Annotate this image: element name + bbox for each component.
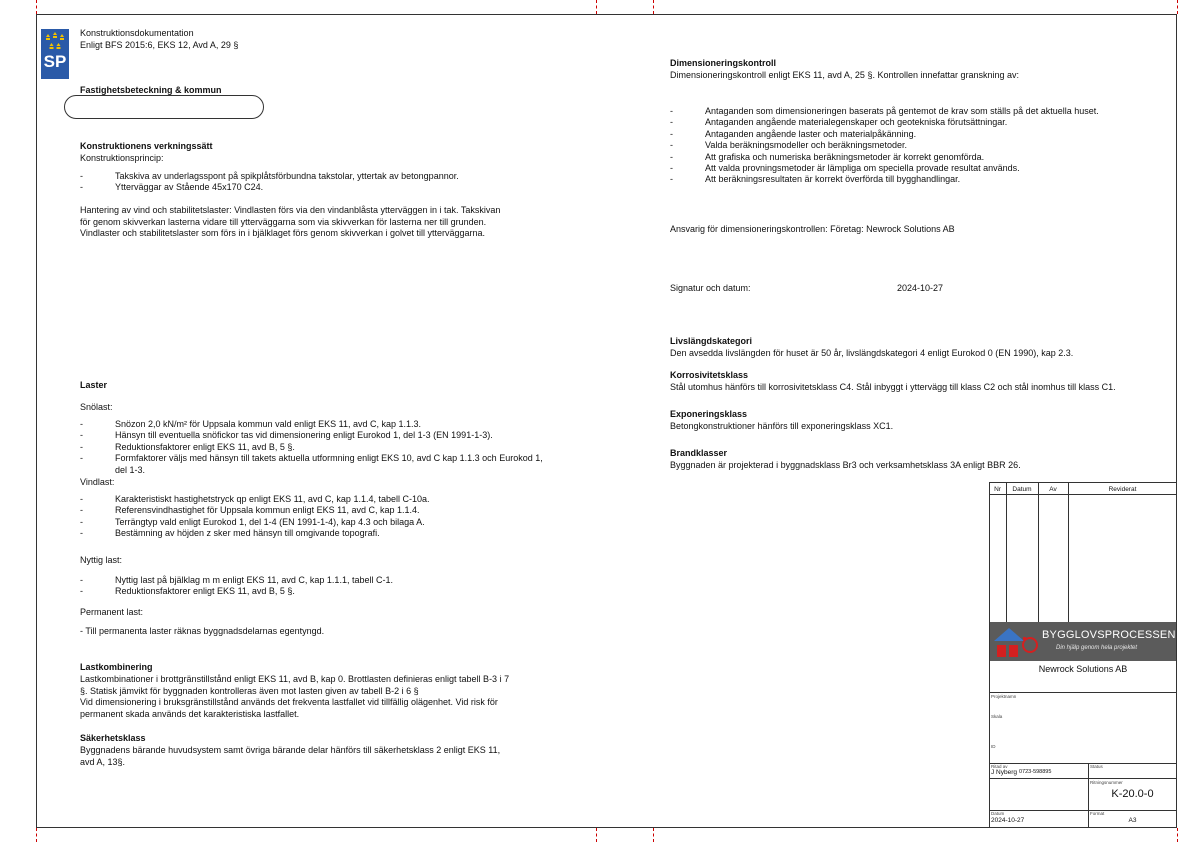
live-label: Nyttig last: bbox=[80, 555, 123, 565]
list-item: - Att valda provningsmetoder är lämpliga om speciella provade resultat används. bbox=[670, 163, 1170, 174]
wind-list bbox=[80, 494, 560, 540]
corr-text: Stål utomhus hänförs till korrosivitetsklass C4. Stål inbyggt i yttervägg till klass C2 och stål inomhus till klass C1. bbox=[670, 382, 1116, 392]
list-item: - Bestämning av höjden z sker med hänsyn till omgivande topografi. bbox=[80, 528, 560, 539]
exp-heading: Exponeringsklass bbox=[670, 409, 748, 419]
label-drawing-no: Ritningsnummer bbox=[1090, 780, 1123, 785]
brand-banner bbox=[990, 622, 1176, 661]
list-item: - Antaganden angående laster och materialpåkänning. bbox=[670, 129, 1170, 140]
fold-mark bbox=[596, 0, 597, 14]
list-item: - Valda beräkningsmodeller och beräkningsmetoder. bbox=[670, 140, 1170, 151]
wind-text-line: Vindlaster och stabilitetslaster som förs in i bjälklaget förs genom skivverkan i golvet till ytterväggarna. bbox=[80, 228, 486, 238]
safety-text-line: avd A, 13§. bbox=[80, 756, 126, 767]
wind-label: Vindlast: bbox=[80, 477, 115, 487]
signature-date: 2024-10-27 bbox=[897, 283, 944, 293]
list-item: - Antaganden angående materialegenskaper och geotekniska förutsättningar. bbox=[670, 117, 1170, 128]
rev-header-by: Av bbox=[1049, 486, 1057, 493]
list-item: - Hänsyn till eventuella snöfickor tas vid dimensionering enligt Eurokod 1, del 1-3 (EN 1991-1-3). bbox=[80, 430, 550, 441]
perm-label: Permanent last: bbox=[80, 607, 144, 617]
rev-header-nr: Nr bbox=[994, 486, 1001, 493]
responsible-text: Ansvarig för dimensioneringskontrollen: Företag: Newrock Solutions AB bbox=[670, 224, 955, 234]
combo-text-line: Vid dimensionering i bruksgränstillstånd används det frekventa lastfallet vid tillfällig olägenhet. Vid risk för bbox=[80, 697, 498, 707]
wind-text-line: för genom skivverkan lasterna vidare till ytterväggarna som via skivverkan för lasterna ner till grunden. bbox=[80, 216, 487, 227]
fold-mark bbox=[36, 0, 37, 14]
brand-tagline: Din hjälp genom hela projektet bbox=[1056, 645, 1138, 651]
fold-mark bbox=[1177, 0, 1178, 14]
phone: 0723-598895 bbox=[1019, 769, 1052, 775]
fold-mark bbox=[36, 828, 37, 842]
exp-text: Betongkonstruktioner hänförs till exponeringsklass XC1. bbox=[670, 421, 894, 431]
brand-name: BYGGLOVSPROCESSEN bbox=[1042, 629, 1176, 641]
list-item: - Referensvindhastighet för Uppsala kommun enligt EKS 11, avd C, kap 1.1.4. bbox=[80, 505, 560, 516]
list-item: - Reduktionsfaktorer enligt EKS 11, avd B, 5 §. bbox=[80, 586, 560, 597]
drawn-by: J Nyberg bbox=[991, 769, 1018, 776]
perm-text: - Till permanenta laster räknas byggnadsdelarnas egentyngd. bbox=[80, 626, 325, 636]
list-item: - Terrängtyp vald enligt Eurokod 1, del 1-4 (EN 1991-1-4), kap 4.3 och bilaga A. bbox=[80, 517, 560, 528]
corr-heading: Korrosivitetsklass bbox=[670, 370, 749, 380]
fire-heading: Brandklasser bbox=[670, 448, 728, 458]
principle-list bbox=[80, 171, 560, 194]
signature-label: Signatur och datum: bbox=[670, 283, 751, 293]
principle-label: Konstruktionsprincip: bbox=[80, 153, 164, 163]
list-item: - Takskiva av underlagsspont på spikplåtsförbundna takstolar, yttertak av betongpannor. bbox=[80, 171, 560, 182]
label-drawn-by: Ritad av bbox=[991, 764, 1008, 769]
drawing-number: K-20.0-0 bbox=[1111, 788, 1154, 800]
property-heading: Fastighetsbeteckning & kommun bbox=[80, 85, 222, 95]
fold-mark bbox=[653, 0, 654, 14]
company-name: Newrock Solutions AB bbox=[1038, 664, 1128, 674]
rev-header-revised: Reviderat bbox=[1108, 486, 1137, 493]
fold-mark bbox=[653, 828, 654, 842]
sheet-format: A3 bbox=[1128, 817, 1137, 824]
label-scale: Skala bbox=[991, 714, 1003, 719]
combo-text-line: Lastkombinationer i brottgränstillstånd enligt EKS 11, avd B, kap 0. Brottlasten definieras enligt tabell B-3 i 7 bbox=[80, 674, 510, 684]
loads-heading: Laster bbox=[80, 380, 108, 390]
live-list bbox=[80, 575, 560, 598]
rev-header-date: Datum bbox=[1012, 486, 1032, 493]
fold-mark bbox=[1177, 828, 1178, 842]
list-item: - Formfaktorer väljs med hänsyn till takets aktuella utformning enligt EKS 10, avd C kap 1.1.3 och Eurokod 1, del 1-3. bbox=[80, 453, 550, 476]
property-field[interactable] bbox=[64, 95, 264, 119]
label-id: ID bbox=[991, 744, 996, 749]
method-heading: Konstruktionens verkningssätt bbox=[80, 141, 213, 151]
life-heading: Livslängdskategori bbox=[670, 336, 753, 346]
life-text: Den avsedda livslängden för huset är 50 år, livslängdskategori 4 enligt Eurokod 0 (EN 1990), kap 2.3. bbox=[670, 348, 1074, 358]
combo-text-line: §. Statisk jämvikt för byggnaden kontrolleras även mot lasten given av tabell B-2 i 6 § bbox=[80, 685, 419, 696]
list-item: - Nyttig last på bjälklag m m enligt EKS 11, avd C, kap 1.1.1, tabell C-1. bbox=[80, 575, 560, 586]
logo-text: SP bbox=[43, 52, 67, 71]
list-item: - Antaganden som dimensioneringen baserats på gentemot de krav som ställs på det aktuella huset. bbox=[670, 106, 1170, 117]
label-status: Status bbox=[1090, 764, 1103, 769]
doc-title: Konstruktionsdokumentation bbox=[80, 28, 194, 38]
fold-mark bbox=[596, 828, 597, 842]
dim-list bbox=[670, 106, 1170, 186]
fire-text: Byggnaden är projekterad i byggnadsklass Br3 och verksamhetsklass 3A enligt BBR 26. bbox=[670, 460, 1021, 470]
list-item: - Snözon 2,0 kN/m² för Uppsala kommun vald enligt EKS 11, avd C, kap 1.1.3. bbox=[80, 419, 550, 430]
snow-list bbox=[80, 419, 550, 476]
combo-text-line: permanent skada används det karakteristiska lastfallet. bbox=[80, 708, 300, 719]
safety-heading: Säkerhetsklass bbox=[80, 733, 146, 743]
safety-text-line: Byggnadens bärande huvudsystem samt övriga bärande delar hänförs till säkerhetsklass 2 enligt EKS 11, bbox=[80, 745, 501, 755]
combo-heading: Lastkombinering bbox=[80, 662, 153, 672]
house-logo-icon bbox=[992, 625, 1040, 659]
doc-subtitle: Enligt BFS 2015:6, EKS 12, Avd A, 29 § bbox=[80, 40, 239, 50]
list-item: - Att beräkningsresultaten är korrekt överförda till bygghandlingar. bbox=[670, 174, 1170, 185]
sp-logo bbox=[41, 29, 69, 79]
label-project: Projektnamn bbox=[991, 694, 1017, 699]
dim-heading: Dimensioneringskontroll bbox=[670, 58, 777, 68]
snow-label: Snölast: bbox=[80, 402, 113, 412]
list-item: - Ytterväggar av Stående 45x170 C24. bbox=[80, 182, 560, 193]
list-item: - Att grafiska och numeriska beräkningsmetoder är korrekt genomförda. bbox=[670, 152, 1170, 163]
label-format: Format bbox=[1090, 811, 1105, 816]
list-item: - Karakteristiskt hastighetstryck qp enligt EKS 11, avd C, kap 1.1.4, tabell C-10a. bbox=[80, 494, 560, 505]
dim-text: Dimensioneringskontroll enligt EKS 11, avd A, 25 §. Kontrollen innefattar granskning av: bbox=[670, 70, 1020, 80]
wind-text-line: Hantering av vind och stabilitetslaster: Vindlasten förs via den vindanblåsta ytterväggen in i tak. Takskivan bbox=[80, 205, 501, 215]
list-item: - Reduktionsfaktorer enligt EKS 11, avd B, 5 §. bbox=[80, 442, 550, 453]
plot-date: 2024-10-27 bbox=[991, 817, 1025, 824]
label-date: Datum bbox=[991, 811, 1005, 816]
